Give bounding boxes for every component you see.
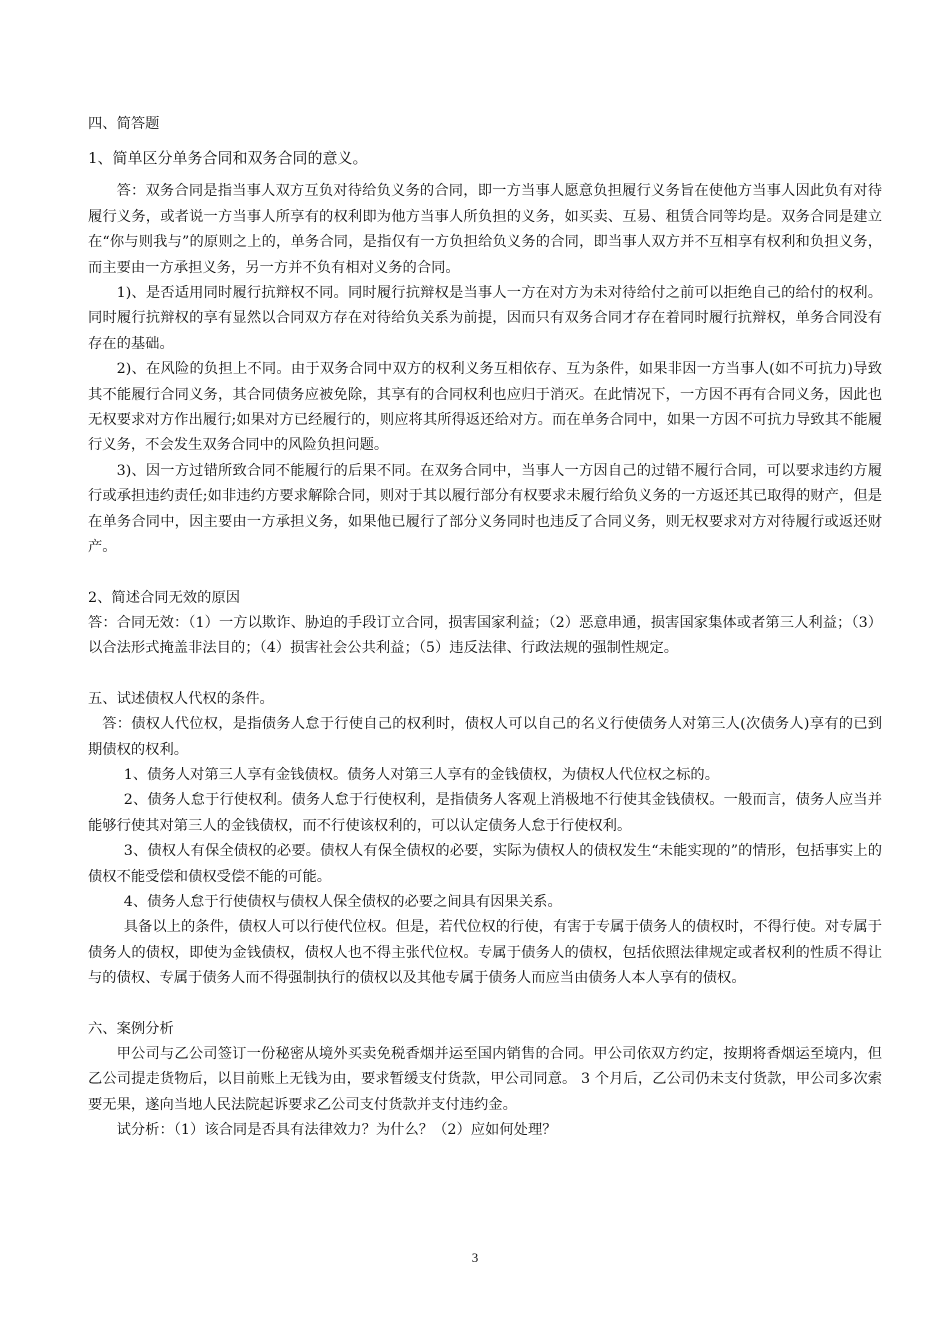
section5-heading: 五、试述债权人代权的条件。 [88,690,274,707]
q2-answer: 答：合同无效：（1）一方以欺诈、胁迫的手段订立合同，损害国家利益；（2）恶意串通，损害国家集体或者第三人利益；（3）以合法形式掩盖非法目的；（4）损害社会公共利益；（5）违反法律、行政法规的强制性规定。 [88,614,882,657]
section5-intro: 答：债权人代位权，是指债务人怠于行使自己的权利时，债权人可以自己的名义行使债务人对第三人(次债务人)享有的已到期债权的权利。 [88,716,882,758]
q1-point-2: 2)、在风险的负担上不同。由于双务合同中双方的权利义务互相依存、互为条件，如果非因一方当事人(如不可抗力)导致其不能履行合同义务，其合同债务应被免除，其享有的合同权利也应归于消灭。在此情况下，一方因不再有合同义务，因此也无权要求对方作出履行;如果对方已经履行的，则应将其所得返还给对方。而在单务合同中，如果一方因不可抗力导致其不能履行义务，不会发生双务合同中的风险负担问题。 [88,361,882,454]
q1-point-1: 1)、是否适用同时履行抗辩权不同。同时履行抗辩权是当事人一方在对方为未对待给付之前可以拒绝自己的给付的权利。同时履行抗辩权的享有显然以合同双方存在对待给负关系为前提，因而只有双务合同才存在着同时履行抗辩权，单务合同没有存在的基础。 [88,285,882,352]
section6-heading: 六、案例分析 [88,1020,174,1037]
q1-point-3: 3)、因一方过错所致合同不能履行的后果不同。在双务合同中，当事人一方因自己的过错不履行合同，可以要求违约方履行或承担违约责任;如非违约方要求解除合同，则对于其以履行部分有权要求未履行给负义务的一方返还其已取得的财产，但是在单务合同中，因主要由一方承担义务，如果他已履行了部分义务同时也违反了合同义务，则无权要求对方对待履行或返还财产。 [88,462,882,556]
section5-point-4: 4、债务人怠于行使债权与债权人保全债权的必要之间具有因果关系。 [123,893,562,910]
section5-point-3: 3、债权人有保全债权的必要。债权人有保全债权的必要，实际为债权人的债权发生“未能实现的”的情形，包括事实上的债权不能受偿和债权受偿不能的可能。 [88,843,882,885]
section5-point-1: 1、债务人对第三人享有金钱债权。债务人对第三人享有的金钱债权，为债权人代位权之标的。 [123,766,720,783]
section5-conclusion: 具备以上的条件，债权人可以行使代位权。但是，若代位权的行使，有害于专属于债务人的债权时，不得行使。对专属于债务人的债权，即使为金钱债权，债权人也不得主张代位权。专属于债务人的债权，包括依照法律规定或者权利的性质不得让与的债权、专属于债务人而不得强制执行的债权以及其他专属于债务人而应当由债务人本人享有的债权。 [88,919,882,987]
spacer [88,662,882,687]
page-number: 3 [471,1250,479,1265]
document-page [88,112,882,1144]
spacer [88,561,882,586]
case-text: 甲公司与乙公司签订一份秘密从境外买卖免税香烟并运至国内销售的合同。甲公司依双方约定，按期将香烟运至境内，但乙公司提走货物后，以目前账上无钱为由，要求暂缓支付货款，甲公司同意。 3 个月后，乙公司仍未支付货款，甲公司多次索要无果，遂向当地人民法院起诉要求乙公司支付货款并支付违约金。 [88,1046,882,1113]
section4-heading: 四、简答题 [88,116,160,132]
case-question: 试分析：（1）该合同是否具有法律效力？为什么？（2）应如何处理？ [116,1122,557,1139]
q1-title: 1、简单区分单务合同和双务合同的意义。 [88,149,368,168]
spacer [88,992,882,1017]
q1-answer: 答：双务合同是指当事人双方互负对待给负义务的合同，即一方当事人愿意负担履行义务旨在使他方当事人因此负有对待履行义务，或者说一方当事人所享有的权利即为他方当事人所负担的义务，如买卖、互易、租赁合同等均是。双务合同是建立在“你与则我与”的原则之上的，单务合同，是指仅有一方负担给负义务的合同，即当事人双方并不互相享有权利和负担义务，而主要由一方承担义务，另一方并不负有相对义务的合同。 [88,183,882,276]
q2-title: 2、简述合同无效的原因 [88,589,241,606]
section5-point-2: 2、债务人怠于行使权利。债务人怠于行使权利，是指债务人客观上消极地不行使其金钱债权。一般而言，债务人应当并能够行使其对第三人的金钱债权，而不行使该权利的，可以认定债务人怠于行使权利。 [88,792,882,834]
